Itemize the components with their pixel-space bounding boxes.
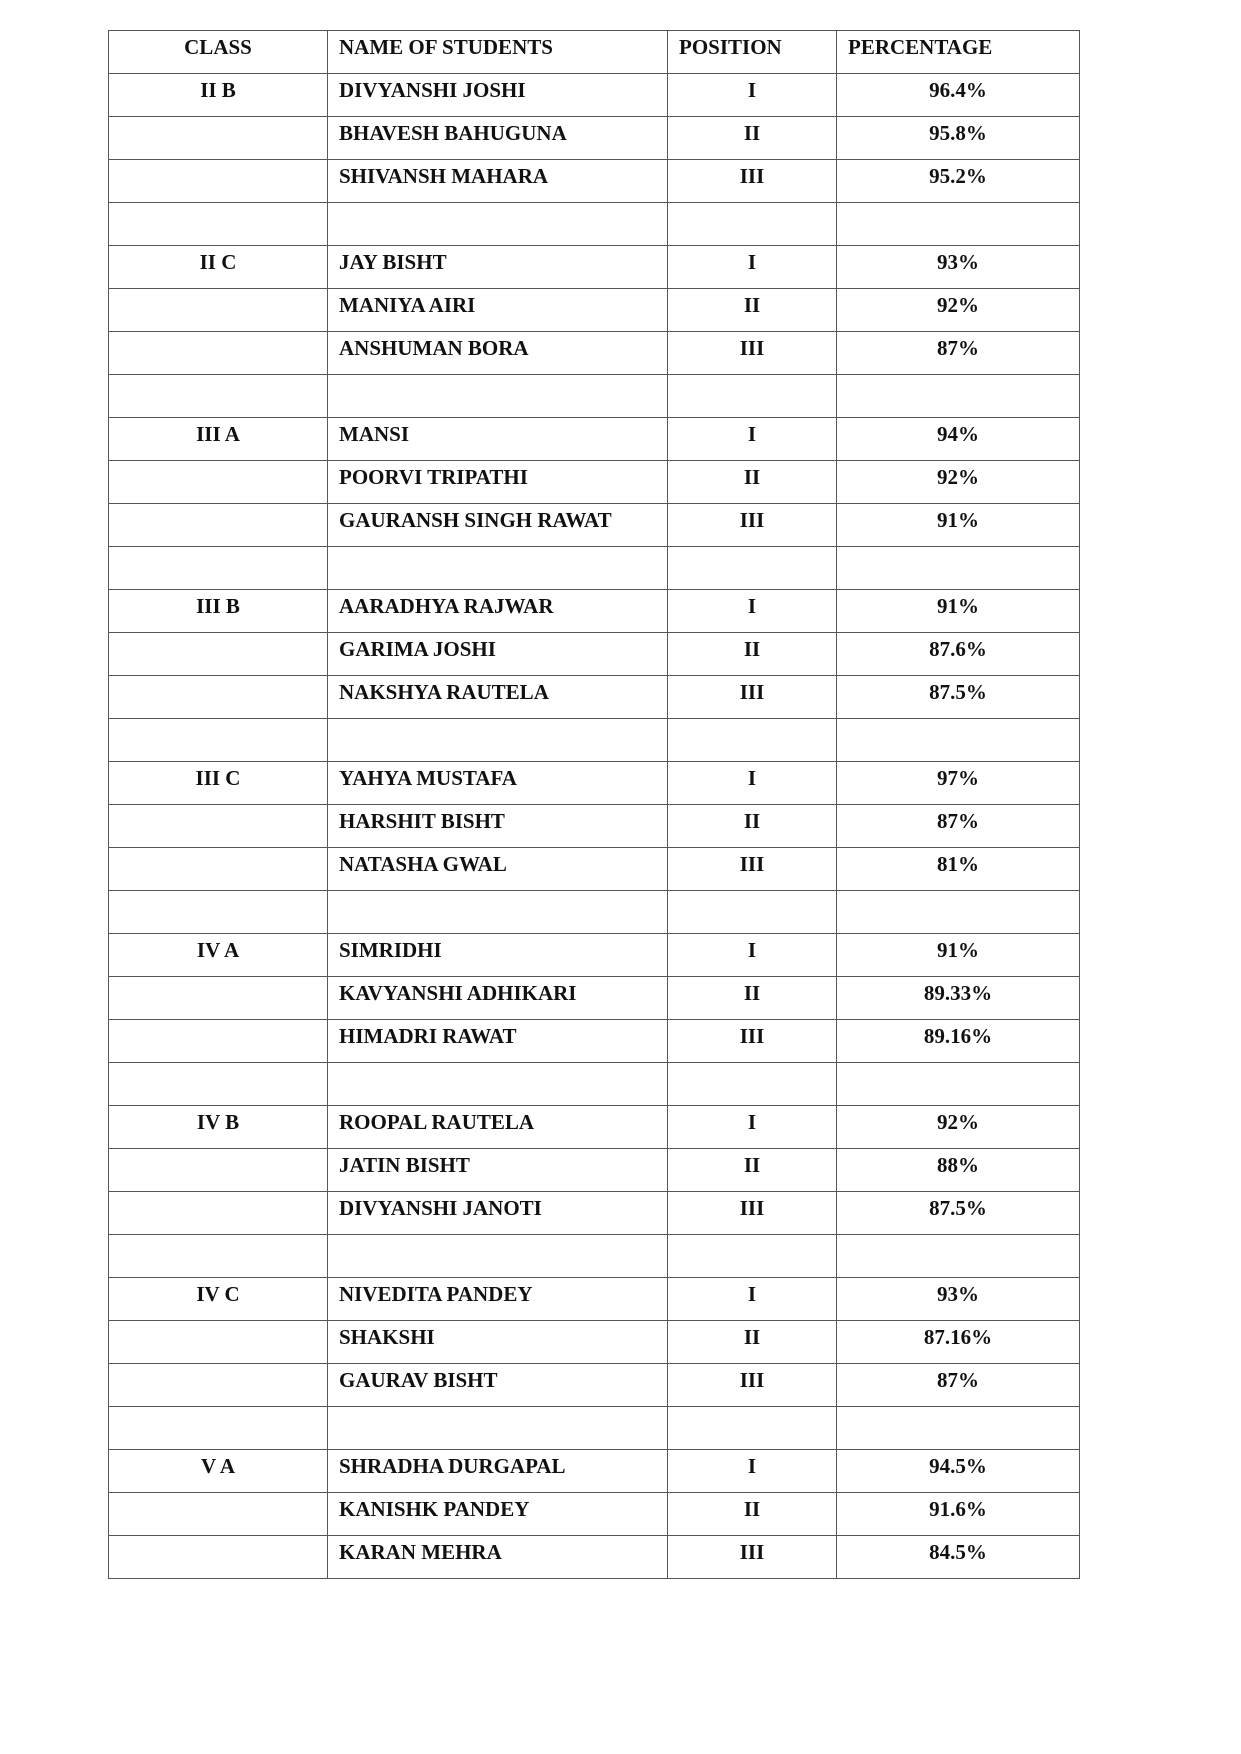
spacer-row: [109, 719, 1080, 762]
class-cell-text: III C: [195, 766, 241, 790]
empty-cell: [668, 547, 837, 590]
table-row: [109, 590, 1080, 633]
percentage-cell-text: 88%: [937, 1153, 979, 1177]
class-cell-text: IV C: [196, 1282, 240, 1306]
results-table-body: [109, 31, 1080, 1579]
class-cell: [109, 117, 328, 160]
table-row: [109, 762, 1080, 805]
position-cell-text: I: [747, 594, 757, 618]
percentage-cell: [837, 676, 1080, 719]
percentage-cell: [837, 246, 1080, 289]
table-row: [109, 246, 1080, 289]
student-name-cell: [328, 1149, 668, 1192]
percentage-cell-text: 87.5%: [929, 680, 987, 704]
student-name-cell: [328, 246, 668, 289]
position-cell-text: III: [739, 1024, 765, 1048]
table-row: [109, 289, 1080, 332]
empty-cell: [328, 547, 668, 590]
empty-cell: [668, 375, 837, 418]
position-cell-text: II: [743, 637, 761, 661]
percentage-cell: [837, 332, 1080, 375]
empty-cell: [668, 1407, 837, 1450]
class-cell: [109, 1020, 328, 1063]
table-row: [109, 461, 1080, 504]
percentage-cell-text: 87.5%: [929, 1196, 987, 1220]
percentage-cell: [837, 934, 1080, 977]
class-cell: [109, 977, 328, 1020]
header-name: NAME OF STUDENTS: [328, 31, 668, 74]
percentage-cell-text: 95.2%: [929, 164, 987, 188]
student-name-cell-text: KANISHK PANDEY: [339, 1497, 530, 1521]
percentage-cell-text: 87.6%: [929, 637, 987, 661]
percentage-cell-text: 92%: [937, 465, 979, 489]
student-name-cell: [328, 633, 668, 676]
empty-cell: [668, 719, 837, 762]
empty-cell: [109, 719, 328, 762]
percentage-cell-text: 89.33%: [923, 981, 993, 1005]
student-name-cell-text: SHRADHA DURGAPAL: [339, 1454, 566, 1478]
position-cell: [668, 1192, 837, 1235]
student-name-cell-text: DIVYANSHI JOSHI: [339, 78, 526, 102]
student-name-cell: [328, 74, 668, 117]
position-cell: [668, 633, 837, 676]
percentage-cell-text: 87%: [937, 336, 979, 360]
percentage-cell-text: 91%: [937, 938, 979, 962]
table-row: [109, 805, 1080, 848]
position-cell: [668, 332, 837, 375]
percentage-cell-text: 94.5%: [929, 1454, 987, 1478]
student-name-cell-text: NIVEDITA PANDEY: [339, 1282, 533, 1306]
student-name-cell: [328, 805, 668, 848]
percentage-cell: [837, 1106, 1080, 1149]
position-cell-text: III: [739, 1540, 765, 1564]
position-cell: [668, 977, 837, 1020]
student-name-cell: [328, 1364, 668, 1407]
position-cell-text: I: [747, 1110, 757, 1134]
student-name-cell-text: YAHYA MUSTAFA: [339, 766, 517, 790]
student-name-cell: [328, 977, 668, 1020]
student-name-cell: [328, 332, 668, 375]
position-cell: [668, 160, 837, 203]
student-name-cell: [328, 504, 668, 547]
spacer-row: [109, 1407, 1080, 1450]
position-cell-text: II: [743, 121, 761, 145]
empty-cell: [668, 1235, 837, 1278]
class-cell: [109, 1192, 328, 1235]
percentage-cell-text: 92%: [937, 293, 979, 317]
student-name-cell-text: MANIYA AIRI: [339, 293, 476, 317]
position-cell: [668, 1321, 837, 1364]
empty-cell: [837, 1407, 1080, 1450]
header-percentage: PERCENTAGE: [837, 31, 1080, 74]
student-name-cell: [328, 1493, 668, 1536]
empty-cell: [837, 1063, 1080, 1106]
spacer-row: [109, 203, 1080, 246]
percentage-cell: [837, 160, 1080, 203]
position-cell: [668, 1020, 837, 1063]
student-name-cell-text: GAURANSH SINGH RAWAT: [339, 508, 612, 532]
table-row: [109, 504, 1080, 547]
percentage-cell-text: 96.4%: [929, 78, 987, 102]
table-row: [109, 676, 1080, 719]
student-name-cell-text: KARAN MEHRA: [339, 1540, 502, 1564]
empty-cell: [668, 203, 837, 246]
position-cell: [668, 1450, 837, 1493]
class-cell: [109, 1450, 328, 1493]
position-cell: [668, 504, 837, 547]
percentage-cell: [837, 1020, 1080, 1063]
empty-cell: [328, 375, 668, 418]
position-cell: [668, 676, 837, 719]
percentage-cell: [837, 1192, 1080, 1235]
class-cell: [109, 1106, 328, 1149]
position-cell: [668, 762, 837, 805]
percentage-cell: [837, 1278, 1080, 1321]
student-name-cell: [328, 1192, 668, 1235]
class-cell: [109, 1364, 328, 1407]
position-cell: [668, 1364, 837, 1407]
position-cell: [668, 1536, 837, 1579]
percentage-cell-text: 84.5%: [929, 1540, 987, 1564]
position-cell-text: I: [747, 1282, 757, 1306]
position-cell-text: II: [743, 293, 761, 317]
table-row: [109, 1364, 1080, 1407]
position-cell: [668, 934, 837, 977]
percentage-cell: [837, 1536, 1080, 1579]
student-name-cell-text: HARSHIT BISHT: [339, 809, 505, 833]
class-cell: [109, 1536, 328, 1579]
empty-cell: [328, 719, 668, 762]
table-row: [109, 633, 1080, 676]
empty-cell: [109, 547, 328, 590]
student-name-cell: [328, 676, 668, 719]
position-cell: [668, 246, 837, 289]
class-cell: [109, 1149, 328, 1192]
table-row: [109, 1450, 1080, 1493]
table-row: [109, 977, 1080, 1020]
student-name-cell: [328, 848, 668, 891]
table-row: [109, 1106, 1080, 1149]
student-name-cell: [328, 289, 668, 332]
percentage-cell-text: 94%: [937, 422, 979, 446]
percentage-cell-text: 87%: [937, 1368, 979, 1392]
empty-cell: [109, 891, 328, 934]
class-cell: [109, 461, 328, 504]
position-cell: [668, 74, 837, 117]
header-class: CLASS: [109, 31, 328, 74]
student-name-cell: [328, 160, 668, 203]
class-cell-text: II B: [200, 78, 236, 102]
student-name-cell: [328, 418, 668, 461]
position-cell-text: III: [739, 1368, 765, 1392]
table-header-row: [109, 31, 1080, 74]
table-row: [109, 1493, 1080, 1536]
percentage-cell: [837, 117, 1080, 160]
empty-cell: [328, 1407, 668, 1450]
empty-cell: [109, 1407, 328, 1450]
position-cell-text: III: [739, 336, 765, 360]
position-cell: [668, 461, 837, 504]
percentage-cell-text: 87%: [937, 809, 979, 833]
percentage-cell: [837, 1321, 1080, 1364]
student-name-cell-text: DIVYANSHI JANOTI: [339, 1196, 542, 1220]
table-row: [109, 160, 1080, 203]
empty-cell: [837, 547, 1080, 590]
position-cell: [668, 289, 837, 332]
spacer-row: [109, 547, 1080, 590]
percentage-cell: [837, 848, 1080, 891]
student-name-cell: [328, 1106, 668, 1149]
percentage-cell: [837, 74, 1080, 117]
empty-cell: [109, 1063, 328, 1106]
percentage-cell: [837, 590, 1080, 633]
empty-cell: [328, 1235, 668, 1278]
student-name-cell-text: JATIN BISHT: [339, 1153, 470, 1177]
student-name-cell: [328, 1536, 668, 1579]
class-cell: [109, 848, 328, 891]
class-cell-text: III B: [196, 594, 240, 618]
table-row: [109, 848, 1080, 891]
class-cell: [109, 246, 328, 289]
student-name-cell: [328, 762, 668, 805]
position-cell-text: I: [747, 938, 757, 962]
position-cell-text: II: [743, 1153, 761, 1177]
empty-cell: [668, 1063, 837, 1106]
table-row: [109, 74, 1080, 117]
position-cell: [668, 805, 837, 848]
table-row: [109, 1149, 1080, 1192]
class-cell: [109, 762, 328, 805]
table-row: [109, 1020, 1080, 1063]
table-row: [109, 1192, 1080, 1235]
position-cell: [668, 1106, 837, 1149]
spacer-row: [109, 1235, 1080, 1278]
percentage-cell: [837, 1493, 1080, 1536]
class-cell: [109, 934, 328, 977]
percentage-cell-text: 95.8%: [929, 121, 987, 145]
position-cell-text: III: [739, 852, 765, 876]
empty-cell: [109, 375, 328, 418]
percentage-cell: [837, 805, 1080, 848]
student-name-cell-text: SHAKSHI: [339, 1325, 435, 1349]
student-name-cell: [328, 1321, 668, 1364]
position-cell-text: III: [739, 508, 765, 532]
student-name-cell-text: KAVYANSHI ADHIKARI: [339, 981, 577, 1005]
percentage-cell-text: 91.6%: [929, 1497, 987, 1521]
class-cell: [109, 332, 328, 375]
percentage-cell: [837, 977, 1080, 1020]
position-cell-text: II: [743, 1325, 761, 1349]
spacer-row: [109, 375, 1080, 418]
position-cell-text: II: [743, 981, 761, 1005]
position-cell-text: III: [739, 680, 765, 704]
empty-cell: [837, 891, 1080, 934]
empty-cell: [328, 891, 668, 934]
position-cell: [668, 1278, 837, 1321]
class-cell-text: IV A: [196, 938, 240, 962]
student-name-cell: [328, 1450, 668, 1493]
class-cell: [109, 160, 328, 203]
percentage-cell: [837, 762, 1080, 805]
percentage-cell: [837, 1450, 1080, 1493]
student-name-cell: [328, 117, 668, 160]
position-cell-text: III: [739, 164, 765, 188]
percentage-cell: [837, 289, 1080, 332]
percentage-cell: [837, 418, 1080, 461]
empty-cell: [668, 891, 837, 934]
empty-cell: [837, 719, 1080, 762]
table-row: [109, 1321, 1080, 1364]
class-cell: [109, 1493, 328, 1536]
position-cell-text: II: [743, 809, 761, 833]
table-row: [109, 418, 1080, 461]
student-name-cell-text: JAY BISHT: [339, 250, 447, 274]
student-name-cell-text: ANSHUMAN BORA: [339, 336, 529, 360]
percentage-cell-text: 92%: [937, 1110, 979, 1134]
table-row: [109, 934, 1080, 977]
spacer-row: [109, 891, 1080, 934]
position-cell: [668, 117, 837, 160]
student-name-cell-text: ROOPAL RAUTELA: [339, 1110, 535, 1134]
position-cell-text: III: [739, 1196, 765, 1220]
empty-cell: [328, 203, 668, 246]
student-name-cell-text: BHAVESH BAHUGUNA: [339, 121, 567, 145]
position-cell-text: I: [747, 1454, 757, 1478]
class-cell-text: III A: [196, 422, 240, 446]
position-cell-text: I: [747, 78, 757, 102]
percentage-cell: [837, 1364, 1080, 1407]
student-name-cell: [328, 1020, 668, 1063]
position-cell: [668, 848, 837, 891]
table-row: [109, 1278, 1080, 1321]
empty-cell: [837, 1235, 1080, 1278]
class-cell-text: IV B: [196, 1110, 240, 1134]
class-cell: [109, 504, 328, 547]
percentage-cell: [837, 1149, 1080, 1192]
position-cell: [668, 590, 837, 633]
class-cell: [109, 805, 328, 848]
table-row: [109, 332, 1080, 375]
empty-cell: [328, 1063, 668, 1106]
class-cell: [109, 74, 328, 117]
student-name-cell: [328, 1278, 668, 1321]
empty-cell: [837, 203, 1080, 246]
percentage-cell-text: 87.16%: [923, 1325, 993, 1349]
class-cell-text: V A: [200, 1454, 236, 1478]
student-name-cell-text: SHIVANSH MAHARA: [339, 164, 549, 188]
student-name-cell-text: NATASHA GWAL: [339, 852, 507, 876]
class-cell: [109, 676, 328, 719]
percentage-cell-text: 91%: [937, 594, 979, 618]
percentage-cell-text: 81%: [937, 852, 979, 876]
empty-cell: [109, 1235, 328, 1278]
student-name-cell-text: GAURAV BISHT: [339, 1368, 498, 1392]
position-cell-text: II: [743, 1497, 761, 1521]
percentage-cell-text: 89.16%: [923, 1024, 993, 1048]
position-cell: [668, 418, 837, 461]
empty-cell: [837, 375, 1080, 418]
student-name-cell-text: AARADHYA RAJWAR: [339, 594, 554, 618]
class-cell: [109, 633, 328, 676]
student-name-cell: [328, 934, 668, 977]
class-cell: [109, 1278, 328, 1321]
percentage-cell: [837, 504, 1080, 547]
position-cell-text: II: [743, 465, 761, 489]
table-row: [109, 117, 1080, 160]
student-name-cell-text: NAKSHYA RAUTELA: [339, 680, 549, 704]
spacer-row: [109, 1063, 1080, 1106]
percentage-cell-text: 93%: [937, 250, 979, 274]
student-name-cell: [328, 590, 668, 633]
student-name-cell-text: HIMADRI RAWAT: [339, 1024, 517, 1048]
class-cell: [109, 418, 328, 461]
percentage-cell-text: 93%: [937, 1282, 979, 1306]
percentage-cell: [837, 633, 1080, 676]
position-cell-text: I: [747, 422, 757, 446]
empty-cell: [109, 203, 328, 246]
class-cell: [109, 289, 328, 332]
class-cell: [109, 590, 328, 633]
header-position: POSITION: [668, 31, 837, 74]
table-row: [109, 1536, 1080, 1579]
results-table: [108, 30, 1080, 1579]
position-cell-text: I: [747, 766, 757, 790]
percentage-cell-text: 97%: [937, 766, 979, 790]
percentage-cell: [837, 461, 1080, 504]
student-name-cell: [328, 461, 668, 504]
class-cell-text: II C: [199, 250, 237, 274]
student-name-cell-text: POORVI TRIPATHI: [339, 465, 528, 489]
student-name-cell-text: GARIMA JOSHI: [339, 637, 496, 661]
class-cell: [109, 1321, 328, 1364]
student-name-cell-text: MANSI: [339, 422, 410, 446]
percentage-cell-text: 91%: [937, 508, 979, 532]
position-cell: [668, 1149, 837, 1192]
position-cell: [668, 1493, 837, 1536]
student-name-cell-text: SIMRIDHI: [339, 938, 442, 962]
position-cell-text: I: [747, 250, 757, 274]
